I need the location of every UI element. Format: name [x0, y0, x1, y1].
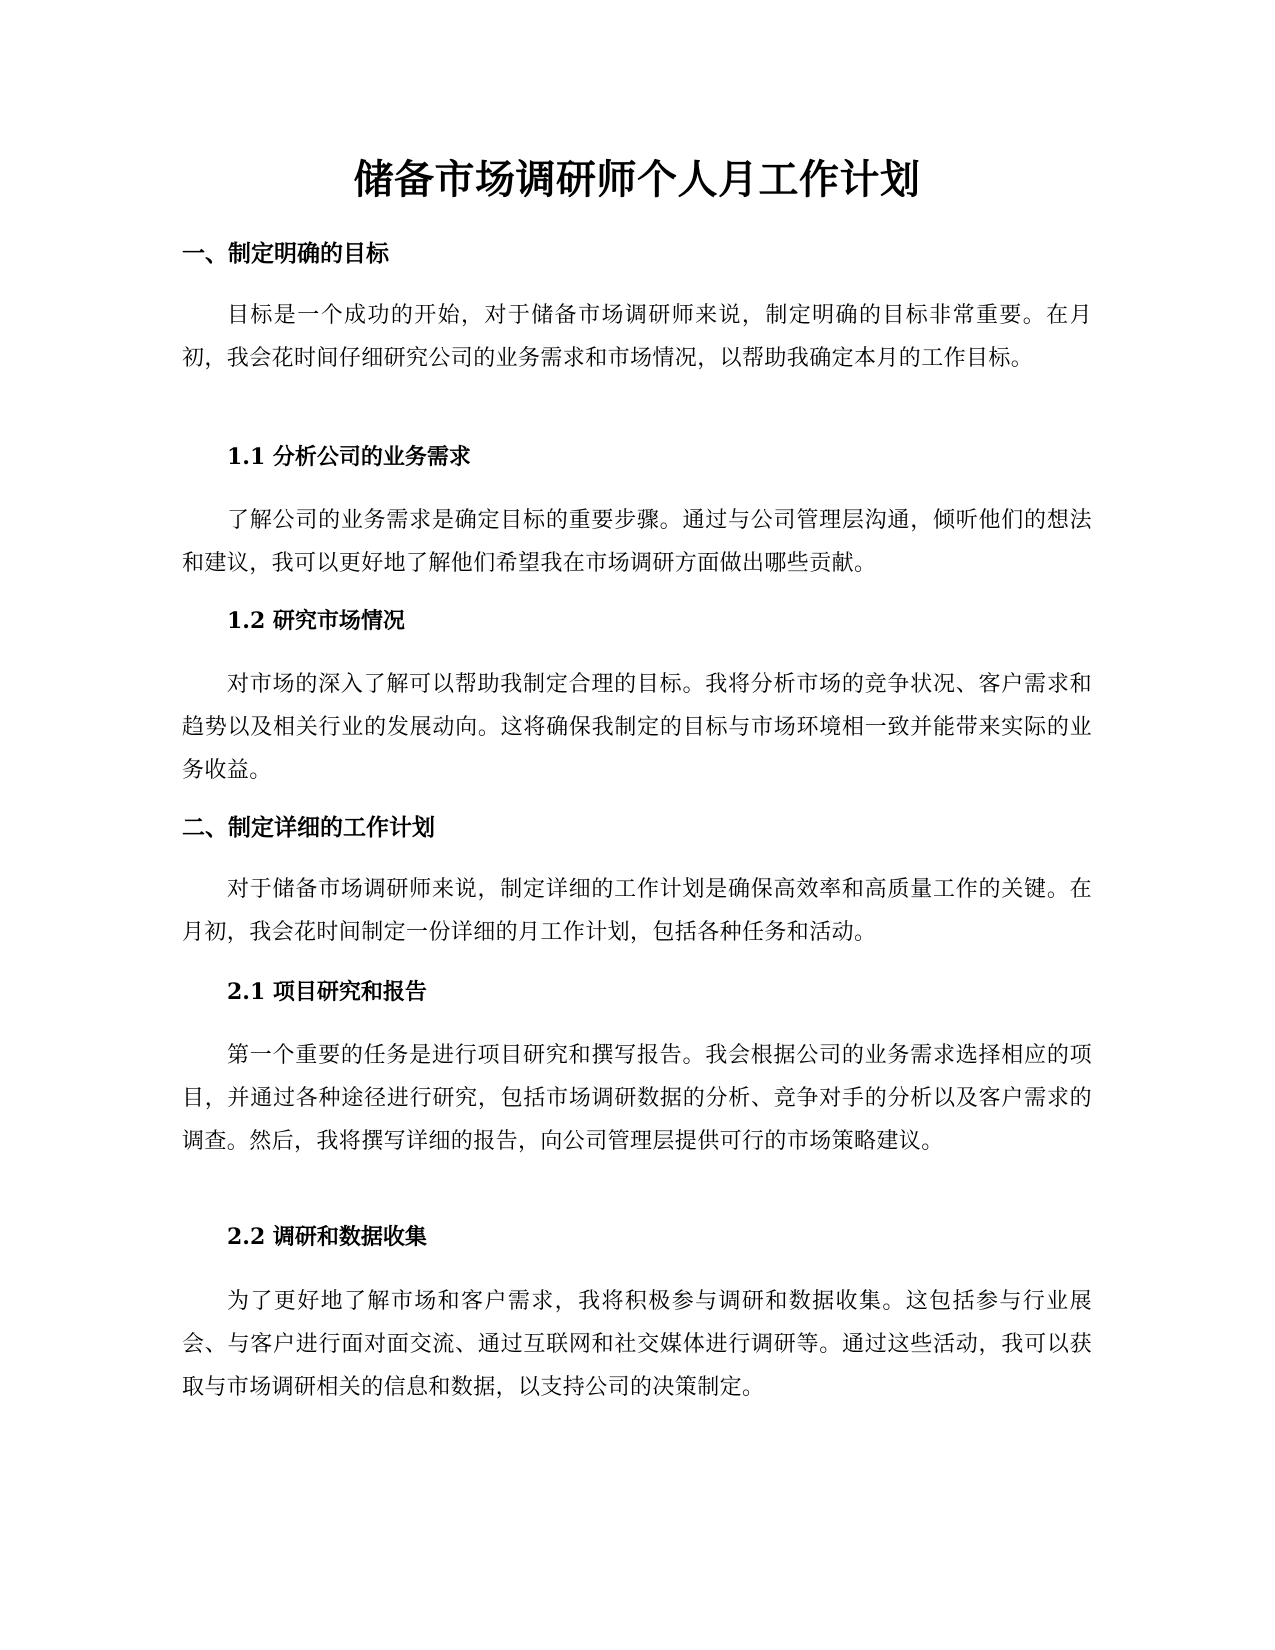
subsection-body-market-research: 对市场的深入了解可以帮助我制定合理的目标。我将分析市场的竞争状况、客户需求和趋势以及相关行业的发展动向。这将确保我制定的目标与市场环境相一致并能带来实际的业务收益。 — [182, 672, 1092, 783]
subsection-body-business-needs: 了解公司的业务需求是确定目标的重要步骤。通过与公司管理层沟通，倾听他们的想法和建议，我可以更好地了解他们希望我在市场调研方面做出哪些贡献。 — [182, 508, 1092, 576]
subsection-heading-market-research: 1.2 研究市场情况 — [227, 608, 405, 634]
subsection-heading-data-collection: 2.2 调研和数据收集 — [227, 1224, 427, 1250]
subsection-heading-project-report: 2.1 项目研究和报告 — [227, 979, 427, 1005]
subsection-heading-business-needs: 1.1 分析公司的业务需求 — [227, 444, 471, 470]
subsection-body-project-report: 第一个重要的任务是进行项目研究和撰写报告。我会根据公司的业务需求选择相应的项目，并通过各种途径进行研究，包括市场调研数据的分析、竞争对手的分析以及客户需求的调查。然后，我将撰写详细的报告，向公司管理层提供可行的市场策略建议。 — [182, 1043, 1092, 1154]
section-heading-goals: 一、制定明确的目标 — [182, 241, 389, 267]
subsection-body-data-collection: 为了更好地了解市场和客户需求，我将积极参与调研和数据收集。这包括参与行业展会、与客户进行面对面交流、通过互联网和社交媒体进行调研等。通过这些活动，我可以获取与市场调研相关的信息和数据，以支持公司的决策制定。 — [182, 1289, 1092, 1400]
section-intro-work-plan: 对于储备市场调研师来说，制定详细的工作计划是确保高效率和高质量工作的关键。在月初，我会花时间制定一份详细的月工作计划，包括各种任务和活动。 — [182, 877, 1092, 945]
document-page — [182, 0, 1092, 1650]
page-title: 储备市场调研师个人月工作计划 — [353, 157, 921, 203]
section-intro-goals: 目标是一个成功的开始，对于储备市场调研师来说，制定明确的目标非常重要。在月初，我会花时间仔细研究公司的业务需求和市场情况，以帮助我确定本月的工作目标。 — [182, 303, 1092, 371]
section-heading-work-plan: 二、制定详细的工作计划 — [182, 815, 435, 841]
